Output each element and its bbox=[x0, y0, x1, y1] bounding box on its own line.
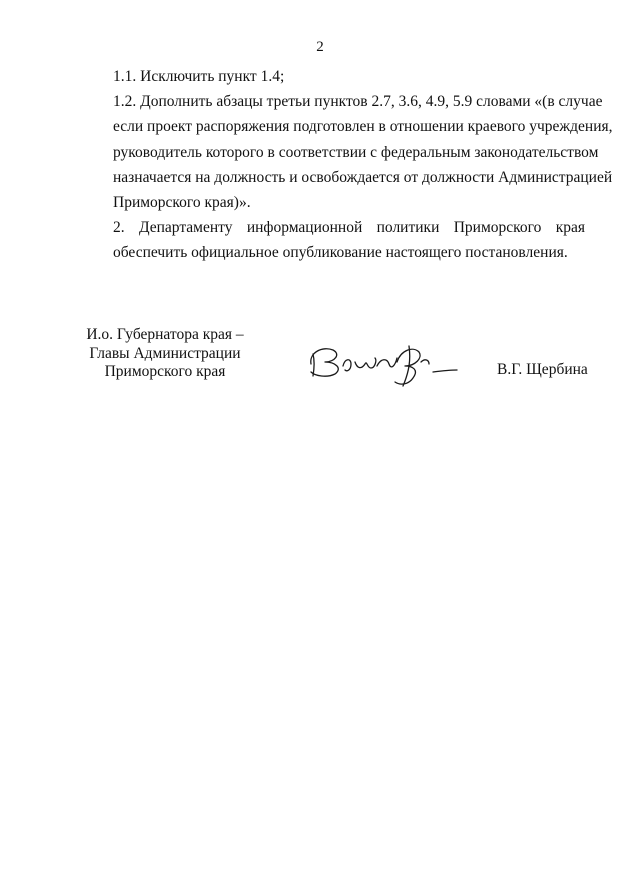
item-1-2-line-2: если проект распоряжения подготовлен в отношении краевого учреждения, bbox=[113, 118, 613, 136]
item-2-line-2: обеспечить официальное опубликование настоящего постановления. bbox=[113, 244, 568, 262]
item-1-2 bbox=[77, 89, 613, 215]
item-2-line-1: 2. Департаменту информационной политики Приморского края bbox=[113, 219, 585, 237]
page-number: 2 bbox=[316, 39, 324, 55]
item-1-2-line-1: 1.2. Дополнить абзацы третьи пунктов 2.7, 3.6, 4.9, 5.9 словами «(в случае bbox=[113, 93, 603, 111]
item-1-2-line-5: Приморского края)». bbox=[113, 194, 251, 212]
document-body bbox=[77, 64, 613, 266]
item-1-2-line-3: руководитель которого в соответствии с федеральным законодательством bbox=[113, 143, 599, 161]
signatory-title-line-1: И.о. Губернатора края – bbox=[86, 326, 244, 343]
signatory-name: В.Г. Щербина bbox=[497, 361, 588, 378]
signatory-title-line-3: Приморского края bbox=[104, 363, 226, 380]
item-1-1 bbox=[77, 64, 585, 89]
item-2 bbox=[77, 215, 585, 265]
signatory-title bbox=[70, 326, 260, 382]
handwritten-signature bbox=[305, 332, 465, 392]
signatory-title-line-2: Главы Администрации bbox=[89, 344, 241, 362]
item-1-1-line: 1.1. Исключить пункт 1.4; bbox=[113, 68, 285, 85]
item-1-2-line-4: назначается на должность и освобождается от должности Администрацией bbox=[113, 168, 613, 186]
